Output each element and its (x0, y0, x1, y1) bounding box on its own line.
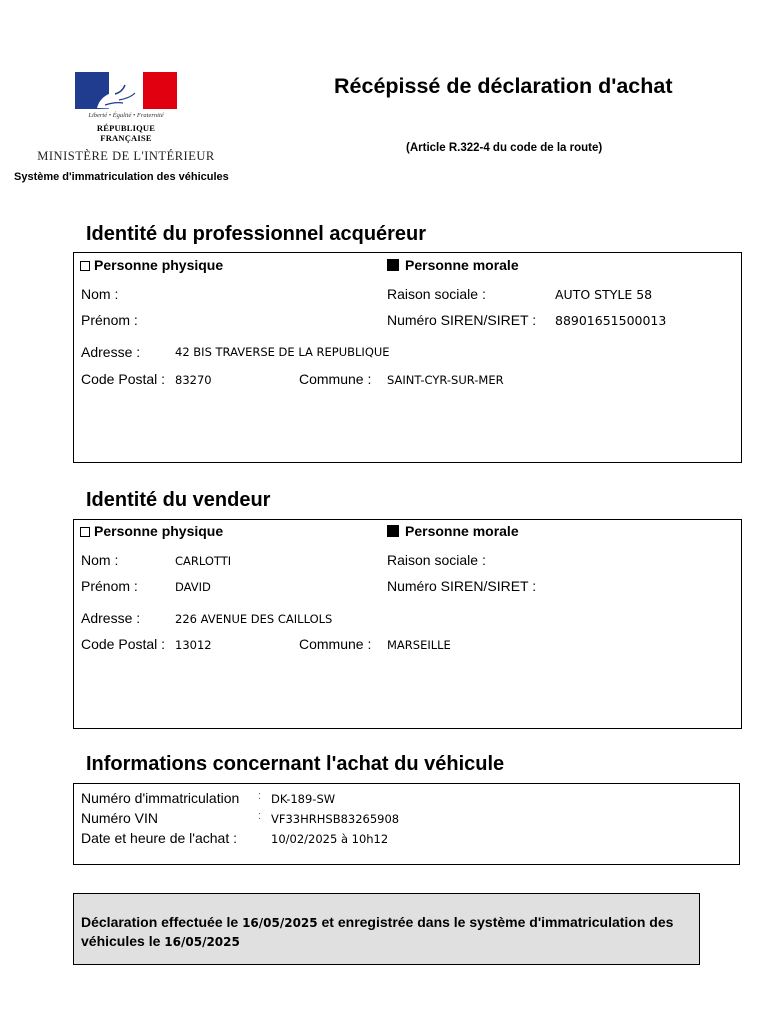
acquereur-nom-label: Nom : (81, 286, 119, 302)
acquereur-morale-option: Personne morale (387, 257, 519, 273)
checked-checkbox-icon (387, 259, 399, 271)
acquereur-raison-value: AUTO STYLE 58 (555, 287, 653, 302)
document-title: Récépissé de déclaration d'achat (334, 74, 673, 98)
system-name: Système d'immatriculation des véhicules (14, 171, 229, 183)
acquereur-raison-label: Raison sociale : (387, 286, 486, 302)
registration-date: 16/05/2025 (164, 935, 240, 949)
acquereur-physique-option: Personne physique (80, 257, 223, 273)
vendeur-cp-value: 13012 (175, 638, 212, 652)
republic-name: RÉPUBLIQUE FRANÇAISE (96, 123, 156, 143)
acquereur-adresse-value: 42 BIS TRAVERSE DE LA REPUBLIQUE (175, 345, 390, 359)
acquereur-commune-label: Commune : (299, 371, 372, 387)
checked-checkbox-icon (387, 525, 399, 537)
declaration-date: 16/05/2025 (242, 916, 318, 930)
document-article-reference: (Article R.322-4 du code de la route) (406, 142, 603, 154)
vehicule-immat-label: Numéro d'immatriculation (81, 790, 240, 806)
acquereur-cp-label: Code Postal : (81, 371, 166, 387)
vehicule-vin-label: Numéro VIN (81, 810, 159, 826)
vehicule-date-label: Date et heure de l'achat : (81, 830, 237, 846)
unchecked-checkbox-icon (80, 527, 90, 537)
vendeur-adresse-label: Adresse : (81, 610, 141, 626)
acquereur-siren-label: Numéro SIREN/SIRET : (387, 312, 537, 328)
republic-motto: Liberté • Égalité • Fraternité (88, 112, 164, 119)
acquereur-siren-value: 88901651500013 (555, 313, 667, 328)
vendeur-prenom-label: Prénom : (81, 578, 138, 594)
vendeur-cp-label: Code Postal : (81, 636, 166, 652)
ministry-name: MINISTÈRE DE L'INTÉRIEUR (37, 149, 215, 163)
declaration-text: Déclaration effectuée le 16/05/2025 et enregistrée dans le système d'immatriculation des véhicules le 16/05/2025 (81, 914, 674, 949)
vendeur-adresse-value: 226 AVENUE DES CAILLOLS (175, 612, 333, 626)
vendeur-commune-value: MARSEILLE (387, 638, 451, 652)
vendeur-physique-option: Personne physique (80, 523, 223, 539)
vendeur-nom-label: Nom : (81, 552, 119, 568)
acquereur-prenom-label: Prénom : (81, 312, 138, 328)
vehicule-date-value: 10/02/2025 à 10h12 (271, 832, 389, 846)
vendeur-morale-option: Personne morale (387, 523, 519, 539)
vendeur-raison-label: Raison sociale : (387, 552, 486, 568)
vendeur-commune-label: Commune : (299, 636, 372, 652)
vehicule-immat-colon: : (258, 790, 262, 802)
vehicule-vin-value: VF33HRHSB83265908 (271, 812, 400, 826)
acquereur-box (73, 252, 742, 463)
acquereur-commune-value: SAINT-CYR-SUR-MER (387, 373, 504, 387)
vehicule-vin-colon: : (258, 810, 262, 822)
vendeur-siren-label: Numéro SIREN/SIRET : (387, 578, 537, 594)
acquereur-section-title: Identité du professionnel acquéreur (86, 223, 427, 245)
unchecked-checkbox-icon (80, 261, 90, 271)
vendeur-box (73, 519, 742, 729)
marianne-flag-icon (75, 72, 177, 109)
vendeur-section-title: Identité du vendeur (86, 489, 271, 511)
vendeur-prenom-value: DAVID (175, 580, 211, 594)
vehicule-immat-value: DK-189-SW (271, 792, 336, 806)
vehicule-section-title: Informations concernant l'achat du véhicule (86, 753, 505, 775)
acquereur-adresse-label: Adresse : (81, 344, 141, 360)
vendeur-nom-value: CARLOTTI (175, 554, 232, 568)
acquereur-cp-value: 83270 (175, 373, 212, 387)
